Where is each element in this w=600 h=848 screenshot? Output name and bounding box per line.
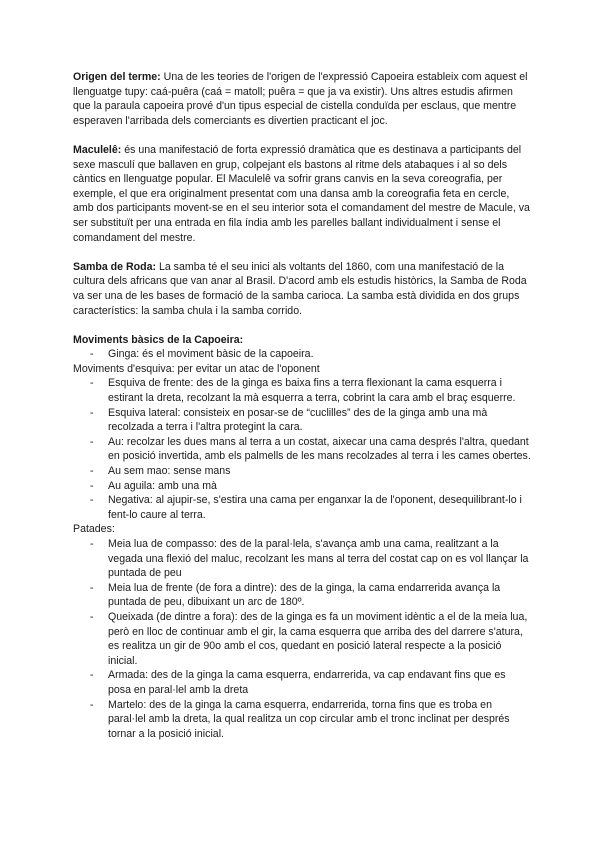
bullet-dash: - — [90, 698, 94, 711]
dodge-list — [73, 376, 531, 522]
list-item: - Queixada (de dintre a fora): des de la ginga es fa un moviment idèntic a el de la meia lua, però en lloc de continuar amb el gir, la cama esquerra que arriba des del darrere s'atura, es realitza un gir de 90o amb el cos, quedant en posició lateral respecte a la posició inicial. — [90, 610, 528, 667]
list-item: - Esquiva lateral: consisteix en posar-se de “cuclilles” des de la ginga amb una mà recolzada a terra i l'altra protegint la cara. — [90, 406, 488, 434]
bullet-dash: - — [90, 538, 94, 550]
list-item: - Ginga: és el moviment bàsic de la capoeira. — [90, 348, 314, 361]
document-body — [73, 70, 531, 741]
bullet-dash: - — [90, 581, 94, 594]
kicks-list — [73, 537, 531, 741]
list-item: - Au: recolzar les dues mans al terra a un costat, aixecar una cama després l'altra, quedant en posició invertida, amb els palmells de les mans recolzades al terra i les cames obertes. — [90, 435, 531, 463]
basic-moves-list — [73, 347, 531, 362]
bullet-dash: - — [90, 610, 94, 623]
moves-heading: Moviments bàsics de la Capoeira: — [73, 333, 244, 346]
bullet-dash: - — [90, 435, 94, 448]
list-item: - Armada: des de la ginga la cama esquerra, endarrerida, va cap endavant fins que es posa en paral·lel amb la dreta — [90, 669, 506, 696]
bullet-dash: - — [90, 348, 94, 361]
list-item: - Au aguila: amb una mà — [90, 479, 217, 492]
bullet-dash: - — [90, 479, 94, 492]
text-maculele: és una manifestació de forta expressió dramàtica que es destinava a participants del sexe masculí que ballaven en grup, colpejant els bastons al ritme dels atabaques i al so dels càntics en llenguatge popular. El Maculelê va sofrir grans canvis en la seva coreografia, per exemple, el que era originalment presentat com una dansa amb la coreografia feta en cercle, amb dos participants movent-se en el seu interior sota el comandament del mestre de Macule, va ser substituït per una entrada en fila índia amb les parelles ballant individualment i sense el comandament del mestre. — [73, 143, 530, 244]
kicks-label: Patades: — [73, 523, 115, 536]
list-item: - Meia lua de compasso: des de la paral·lela, s'avança amb una cama, realitzant a la vegada una flexió del maluc, recolzant les mans al terra del costat cap on es vol llançar la puntada de peu — [90, 538, 529, 580]
bullet-dash: - — [90, 406, 94, 419]
paragraph-maculele — [73, 143, 531, 245]
bullet-dash: - — [90, 494, 94, 507]
paragraph-samba — [73, 260, 531, 318]
bullet-dash: - — [90, 669, 94, 682]
list-item: - Negativa: al ajupir-se, s'estira una cama per enganxar la de l'oponent, desequilibrant-lo i fent-lo caure al terra. — [90, 494, 522, 521]
term-origen: Origen del terme: — [73, 71, 161, 83]
term-samba: Samba de Roda: — [73, 260, 157, 273]
list-item: - Martelo: des de la ginga la cama esquerra, endarrerida, torna fins que es troba en paral·lel amb la dreta, la qual realitza un cop circular amb el tronc inclinat per després tornar a la posició inicial. — [90, 698, 510, 740]
dodge-label: Moviments d'esquiva: per evitar un atac de l'oponent — [73, 362, 320, 375]
bullet-dash: - — [90, 377, 94, 390]
text-origen: Una de les teories de l'origen de l'expressió Capoeira estableix com aquest el llenguatge tupy: caá-puêra (caá = matoll; puêra = que ja va existir). Uns altres estudis afirmen que la paraula capoeira prové d'un tipus especial de cistella conduïda per esclaus, que mentre esperaven l'arribada dels comerciants es divertien practicant el joc. — [73, 71, 528, 127]
list-item: - Au sem mao: sense mans — [90, 465, 231, 478]
bullet-dash: - — [90, 465, 94, 478]
list-item: - Esquiva de frente: des de la ginga es baixa fins a terra flexionant la cama esquerra i estirant la dreta, recolzant la mà esquerra a terra, cobrint la cara amb el braç esquerre. — [90, 377, 516, 405]
term-maculele: Maculelê: — [73, 143, 122, 156]
paragraph-origen — [73, 70, 531, 128]
text-samba: La samba té el seu inici als voltants del 1860, com una manifestació de la cultura dels africans que van anar al Brasil. D'acord amb els estudis històrics, la Samba de Roda va ser una de les bases de formació de la samba carioca. La samba està dividida en dos grups característics: la samba chula i la samba corrido. — [73, 260, 527, 317]
list-item: - Meia lua de frente (de fora a dintre): des de la ginga, la cama endarrerida avança la puntada de peu, dibuixant un arc de 180º. — [90, 581, 501, 609]
